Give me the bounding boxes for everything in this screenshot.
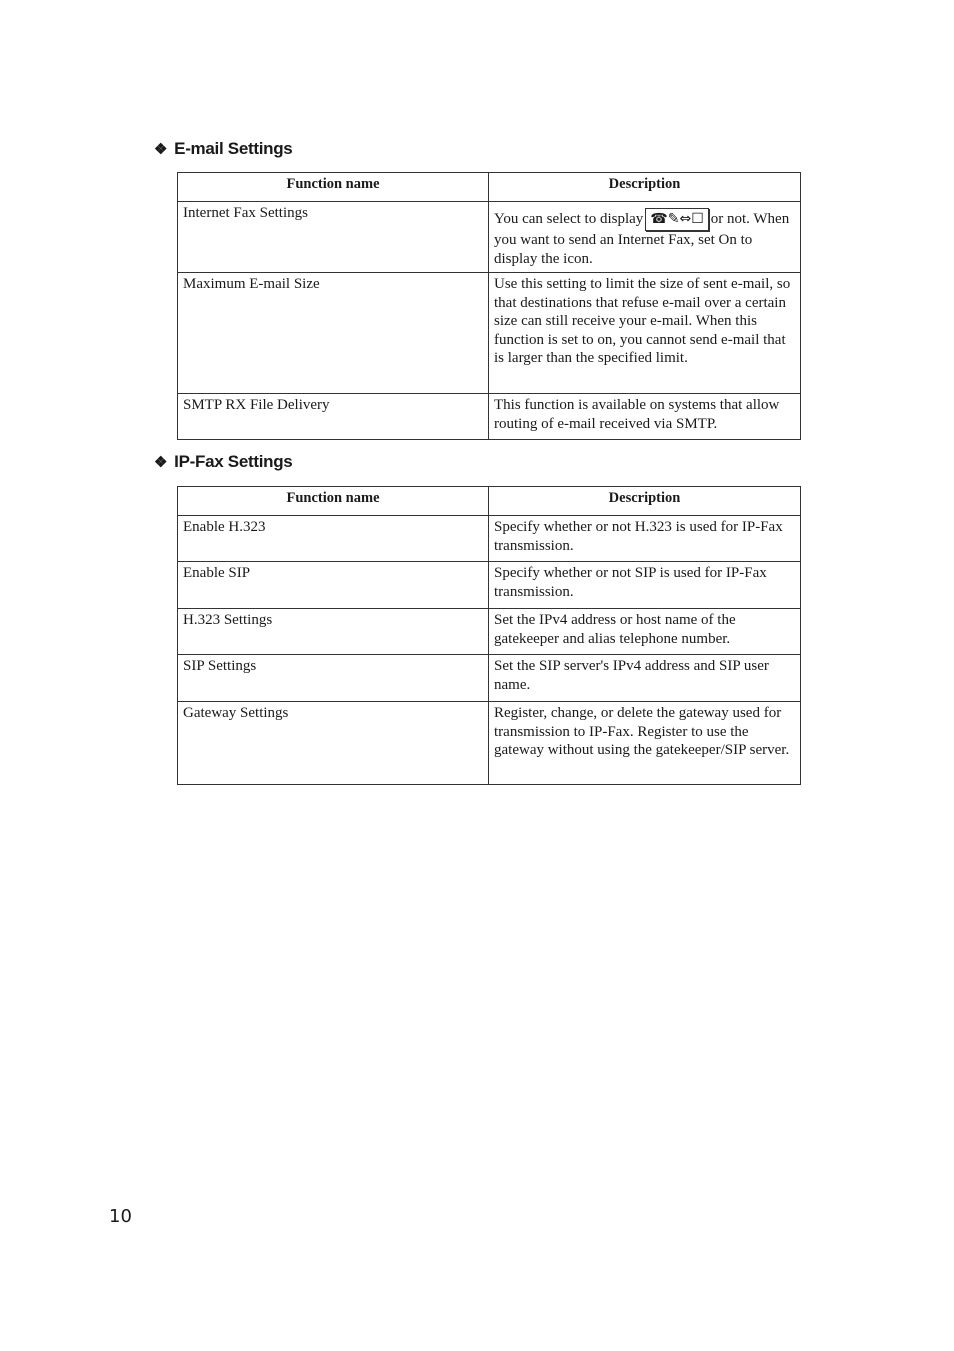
table-header-row (178, 173, 801, 202)
table-row (178, 394, 801, 440)
function-name-cell: H.323 Settings (178, 609, 489, 655)
function-name-cell: Gateway Settings (178, 702, 489, 785)
diamond-bullet-icon: ❖ (154, 454, 168, 471)
diamond-bullet-icon: ❖ (154, 141, 168, 158)
ipfax-settings-table (177, 486, 801, 785)
table-row (178, 202, 801, 273)
page-number: 10 (109, 1206, 132, 1227)
description-cell: Register, change, or delete the gateway used for transmission to IP-Fax. Register to use the gateway without using the gatekeeper/SIP server. (489, 702, 801, 785)
email-settings-title: E-mail Settings (174, 139, 293, 158)
function-name-cell: Maximum E-mail Size (178, 273, 489, 394)
table-row (178, 273, 801, 394)
function-name-cell: Enable H.323 (178, 516, 489, 562)
function-name-cell: Internet Fax Settings (178, 202, 489, 273)
table-row (178, 516, 801, 562)
description-cell: Specify whether or not SIP is used for IP-Fax transmission. (489, 562, 801, 609)
column-header-function-name: Function name (178, 487, 489, 516)
description-cell: Set the IPv4 address or host name of the gatekeeper and alias telephone number. (489, 609, 801, 655)
table-row (178, 609, 801, 655)
description-cell: Specify whether or not H.323 is used for IP-Fax transmission. (489, 516, 801, 562)
description-text-before-icon: You can select to display (494, 210, 644, 227)
column-header-description: Description (489, 173, 801, 202)
description-cell (489, 202, 801, 273)
function-name-cell: Enable SIP (178, 562, 489, 609)
column-header-function-name: Function name (178, 173, 489, 202)
internet-fax-display-icon: ☎✎⇔☐ (645, 208, 708, 231)
table-row (178, 702, 801, 785)
table-row (178, 655, 801, 702)
function-name-cell: SMTP RX File Delivery (178, 394, 489, 440)
function-name-cell: SIP Settings (178, 655, 489, 702)
ipfax-settings-heading (154, 452, 292, 472)
email-settings-table (177, 172, 801, 440)
description-cell: This function is available on systems that allow routing of e-mail received via SMTP. (489, 394, 801, 440)
description-cell: Use this setting to limit the size of sent e-mail, so that destinations that refuse e-mail over a certain size can still receive your e-mail. When this function is set to on, you cannot send e-mail that is larger than the specified limit. (489, 273, 801, 394)
ipfax-settings-title: IP-Fax Settings (174, 452, 293, 471)
table-header-row (178, 487, 801, 516)
email-settings-heading (154, 139, 292, 159)
table-row (178, 562, 801, 609)
column-header-description: Description (489, 487, 801, 516)
description-cell: Set the SIP server's IPv4 address and SIP user name. (489, 655, 801, 702)
description-text-after-icon: or not. When you want to send an Internet Fax, set On to display the icon. (494, 210, 790, 267)
